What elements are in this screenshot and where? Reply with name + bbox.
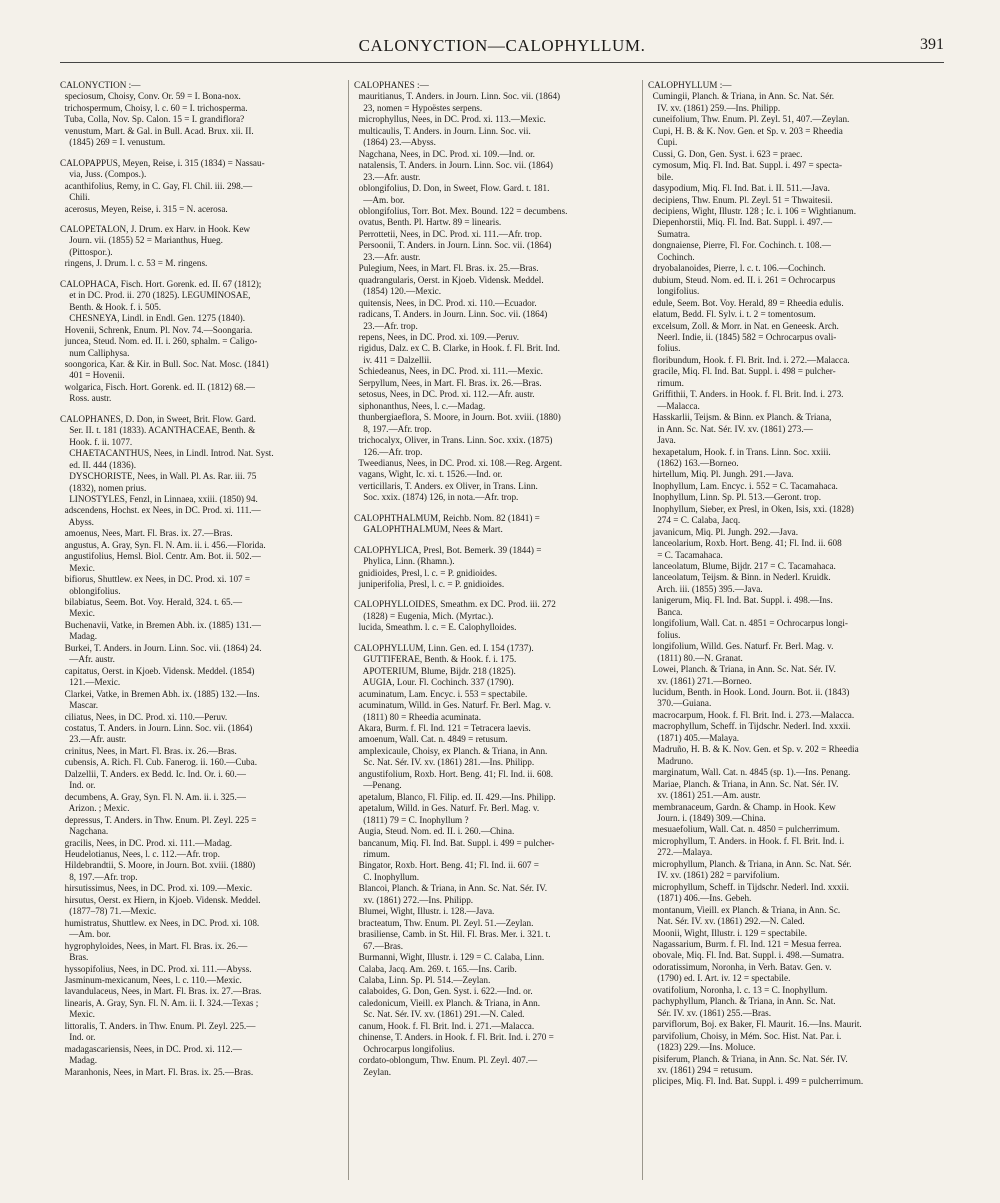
entry-line: Madruno. bbox=[648, 755, 694, 766]
entry-line: CALOPHACA, Fisch. Hort. Gorenk. ed. II. 67 (1812); bbox=[60, 278, 262, 289]
entry-line: Sc. Nat. Sér. IV. xv. (1861) 281.—Ins. Philipp. bbox=[354, 757, 535, 768]
entry-line: membranaceum, Gardn. & Champ. in Hook. Kew bbox=[648, 801, 836, 812]
entry-gap bbox=[354, 504, 642, 513]
entry-line: Augia, Steud. Nom. ed. II. i. 260.—China. bbox=[354, 826, 515, 837]
entry-line: Tuba, Colla, Nov. Sp. Calon. 15 = I. grandiflora? bbox=[60, 114, 245, 125]
entry-line: longifolius. bbox=[648, 286, 700, 297]
entry-line: (1871) 405.—Malaya. bbox=[648, 732, 740, 743]
entry-line: (1811) 80 = Rheedia acuminata. bbox=[354, 711, 482, 722]
entry-line: 272.—Malaya. bbox=[648, 847, 713, 858]
entry-line: lucida, Smeathm. l. c. = E. Calophylloides. bbox=[354, 622, 517, 633]
entry-line: Cussi, G. Don, Gen. Syst. i. 623 = praec. bbox=[648, 148, 803, 159]
entry-line: 23.—Afr. trop. bbox=[354, 320, 418, 331]
entry-line: gracile, Miq. Fl. Ind. Bat. Suppl. i. 498 = pulcher- bbox=[648, 366, 836, 377]
entry-line: macrocarpum, Hook. f. Fl. Brit. Ind. i. 273.—Malacca. bbox=[648, 709, 855, 720]
entry-line: hirsutus, Oerst. ex Hiern, in Kjoeb. Vidensk. Meddel. bbox=[60, 894, 261, 905]
entry-line: via, Juss. (Compos.). bbox=[60, 169, 147, 180]
entry-line: Hovenii, Schrenk, Enum. Pl. Nov. 74.—Soongaria. bbox=[60, 324, 253, 335]
entry-line: Madag. bbox=[60, 631, 97, 642]
entry-line: decumbens, A. Gray, Syn. Fl. N. Am. ii. i. 325.— bbox=[60, 791, 246, 802]
entry-line: odoratissimum, Noronha, in Verh. Batav. Gen. v. bbox=[648, 961, 832, 972]
entry-line: IV. xv. (1861) 259.—Ins. Philipp. bbox=[648, 102, 781, 113]
entry-line: (1811) 80.—N. Granat. bbox=[648, 652, 743, 663]
entry-line: gracilis, Nees, in DC. Prod. xi. 111.—Madag. bbox=[60, 837, 233, 848]
entry-line: canum, Hook. f. Fl. Brit. Ind. i. 271.—Malacca. bbox=[354, 1020, 535, 1031]
entry-line: depressus, T. Anders. in Thw. Enum. Pl. Zeyl. 225 = bbox=[60, 814, 257, 825]
column-1 bbox=[60, 80, 348, 1185]
entry-line: —Penang. bbox=[354, 780, 402, 791]
entry-line: hirtellum, Miq. Pl. Jungh. 291.—Java. bbox=[648, 469, 794, 480]
entry-line: floribundum, Hook. f. Fl. Brit. Ind. i. 272.—Malacca. bbox=[648, 354, 850, 365]
entry-line: GALOPHTHALMUM, Nees & Mart. bbox=[354, 524, 503, 535]
entry-line: (1828) = Eugenia, Mich. (Myrtac.). bbox=[354, 610, 494, 621]
entry-line: xv. (1861) 271.—Borneo. bbox=[648, 675, 752, 686]
entry-line: marginatum, Wall. Cat. n. 4845 (sp. 1).—Ins. Penang. bbox=[648, 767, 851, 778]
entry-line: Journ. i. (1849) 309.—China. bbox=[648, 813, 766, 823]
entry-line: acuminatum, Lam. Encyc. i. 553 = spectabile. bbox=[354, 688, 528, 699]
entry-line: CHESNEYA, Lindl. in Endl. Gen. 1275 (1840). bbox=[60, 313, 246, 324]
entry-line: Jasminum-mexicanum, Nees, l. c. 110.—Mexic. bbox=[60, 974, 242, 985]
entry-line: CALOPHANES, D. Don, in Sweet, Brit. Flow. Gard. bbox=[60, 413, 256, 424]
entry-line: obovale, Miq. Fl. Ind. Bat. Suppl. i. 498.—Sumatra. bbox=[648, 950, 844, 961]
entry-line: ciliatus, Nees, in DC. Prod. xi. 110.—Peruv. bbox=[60, 711, 228, 722]
entry-line: 23, nomen = Hypoëstes serpens. bbox=[354, 102, 483, 113]
entry-line: lanceolatum, Teijsm. & Binn. in Nederl. Kruidk. bbox=[648, 572, 831, 583]
entry-line: rigidus, Dalz. ex C. B. Clarke, in Hook. f. Fl. Brit. Ind. bbox=[354, 343, 560, 354]
entry-line: capitatus, Oerst. in Kjoeb. Vidensk. Meddel. (1854) bbox=[60, 665, 255, 676]
entry-line: Hasskarlii, Teijsm. & Binn. ex Planch. & Triana, bbox=[648, 412, 832, 423]
entry-line: parviflorum, Boj. ex Baker, Fl. Maurit. 16.—Ins. Maurit. bbox=[648, 1019, 862, 1030]
entry-line: Cupi. bbox=[648, 137, 678, 148]
entry-line: cuneifolium, Thw. Enum. Pl. Zeyl. 51, 407.—Zeylan. bbox=[648, 114, 850, 125]
entry-line: lavandulaceus, Nees, in Mart. Fl. Bras. ix. 27.—Bras. bbox=[60, 986, 262, 997]
entry-line: xv. (1861) 272.—Ins. Philipp. bbox=[354, 894, 474, 905]
entry-line: bifiorus, Shuttlew. ex Nees, in DC. Prod. xi. 107 = bbox=[60, 574, 251, 585]
entry-line: Arizon. ; Mexic. bbox=[60, 803, 130, 814]
entry-line: 8, 197.—Afr. trop. bbox=[60, 871, 138, 882]
entry-line: bile. bbox=[648, 171, 674, 182]
entry-line: dasypodium, Miq. Fl. Ind. Bat. i. II. 511.—Java. bbox=[648, 183, 830, 194]
entry-line: CALOPHTHALMUM, Reichb. Nom. 82 (1841) = bbox=[354, 512, 540, 523]
entry-line: microphyllus, Nees, in DC. Prod. xi. 113.—Mexic. bbox=[354, 114, 546, 125]
entry-line: mesuaefolium, Wall. Cat. n. 4850 = pulcherrimum. bbox=[648, 824, 840, 835]
entry-line: lucidum, Benth. in Hook. Lond. Journ. Bot. ii. (1843) bbox=[648, 687, 850, 698]
entry-line: quadrangularis, Oerst. in Kjoeb. Vidensk. Meddel. bbox=[354, 274, 544, 285]
entry-line: Cupi, H. B. & K. Nov. Gen. et Sp. v. 203 = Rheedia bbox=[648, 125, 843, 136]
entry-line: Banca. bbox=[648, 606, 683, 617]
entry-line: Phylica, Linn. (Rhamn.). bbox=[354, 556, 455, 567]
entry-line: Ind. or. bbox=[60, 780, 96, 791]
entry-line: CALOPHYLLOIDES, Smeathm. ex DC. Prod. iii. 272 bbox=[354, 599, 556, 610]
entry-line: DYSCHORISTE, Nees, in Wall. Pl. As. Rar. iii. 75 bbox=[60, 471, 257, 482]
entry-line: Dalzellii, T. Anders. ex Bedd. Ic. Ind. Or. i. 60.— bbox=[60, 768, 246, 779]
entry-line: acanthifolius, Remy, in C. Gay, Fl. Chil. iii. 298.— bbox=[60, 180, 253, 191]
entry-line: Lowei, Planch. & Triana, in Ann. Sc. Nat. Sér. IV. bbox=[648, 664, 836, 675]
entry-line: radicans, T. Anders. in Journ. Linn. Soc. vii. (1864) bbox=[354, 309, 548, 320]
entry-line: 23.—Afr. austr. bbox=[60, 734, 127, 745]
entry-line: ovatus, Benth. Pl. Hartw. 89 = linearis. bbox=[354, 217, 502, 228]
entry-line: Hook. f. ii. 1077. bbox=[60, 436, 133, 447]
entry-line: trichospermum, Choisy, l. c. 60 = I. trichosperma. bbox=[60, 102, 248, 113]
entry-line: dryobalanoides, Pierre, l. c. t. 106.—Cochinch. bbox=[648, 263, 826, 274]
entry-line: bracteatum, Thw. Enum. Pl. Zeyl. 51.—Zeylan. bbox=[354, 917, 534, 928]
entry-line: hexapetalum, Hook. f. in Trans. Linn. Soc. xxiii. bbox=[648, 446, 831, 457]
entry-line: madagascariensis, Nees, in DC. Prod. xi. 112.— bbox=[60, 1043, 242, 1054]
entry-line: 370.—Guiana. bbox=[648, 698, 712, 709]
entry-line: num Calliphysa. bbox=[60, 347, 130, 358]
entry-line: crinitus, Nees, in Mart. Fl. Bras. ix. 26.—Bras. bbox=[60, 745, 237, 756]
entry-line: Perrottetii, Nees, in DC. Prod. xi. 111.—Afr. trop. bbox=[354, 228, 542, 239]
entry-line: gnidioides, Presl, l. c. = P. gnidioides. bbox=[354, 567, 497, 578]
entry-line: Ochrocarpus longifolius. bbox=[354, 1043, 455, 1054]
entry-line: in Ann. Sc. Nat. Sér. IV. xv. (1861) 273.— bbox=[648, 423, 813, 434]
entry-line: (1823) 229.—Ins. Moluce. bbox=[648, 1042, 756, 1053]
entry-line: (1845) 269 = I. venustum. bbox=[60, 137, 166, 148]
entry-line: Mascar. bbox=[60, 700, 99, 711]
entry-line: folius. bbox=[648, 629, 681, 640]
entry-line: Buchenavii, Vatke, in Bremen Abh. ix. (1885) 131.— bbox=[60, 619, 261, 630]
entry-line: (1811) 79 = C. Inophyllum ? bbox=[354, 814, 469, 825]
entry-gap bbox=[60, 405, 348, 414]
page-title: CALONYCTION—CALOPHYLLUM. bbox=[358, 36, 646, 55]
entry-line: 401 = Hovenii. bbox=[60, 370, 125, 381]
entry-line: (1864) 23.—Abyss. bbox=[354, 137, 436, 148]
entry-line: rimum. bbox=[648, 377, 684, 388]
entry-line: C. Inophyllum. bbox=[354, 871, 420, 882]
entry-line: GUTTIFERAE, Benth. & Hook. f. i. 175. bbox=[354, 654, 517, 665]
entry-line: microphyllum, Scheff. in Tijdschr. Nederl. Ind. xxxii. bbox=[648, 881, 849, 892]
entry-line: littoralis, T. Anders. in Thw. Enum. Pl. Zeyl. 225.— bbox=[60, 1020, 256, 1031]
entry-line: bilabiatus, Seem. Bot. Voy. Herald, 324. t. 65.— bbox=[60, 597, 243, 608]
entry-line: elatum, Bedd. Fl. Sylv. i. t. 2 = tomentosum. bbox=[648, 309, 816, 320]
page-header bbox=[60, 36, 944, 63]
entry-line: brasiliense, Camb. in St. Hil. Fl. Bras. Mer. i. 321. t. bbox=[354, 929, 551, 940]
entry-line: longifolium, Wall. Cat. n. 4851 = Ochrocarpus longi- bbox=[648, 618, 848, 629]
entry-line: Nagassarium, Burm. f. Fl. Ind. 121 = Mesua ferrea. bbox=[648, 938, 842, 949]
entry-line: xv. (1861) 294 = retusum. bbox=[648, 1064, 753, 1075]
entry-line: CALOPAPPUS, Meyen, Reise, i. 315 (1834) = Nassau- bbox=[60, 157, 265, 168]
entry-line: Mexic. bbox=[60, 562, 95, 573]
entry-line: amoenus, Nees, Mart. Fl. Bras. ix. 27.—Bras. bbox=[60, 528, 233, 539]
entry-line: amoenum, Wall. Cat. n. 4849 = retusum. bbox=[354, 734, 508, 745]
entry-line: apetalum, Willd. in Ges. Naturf. Fr. Berl. Mag. v. bbox=[354, 803, 540, 814]
entry-line: 121.—Mexic. bbox=[60, 677, 121, 688]
entry-line: oblongifolius. bbox=[60, 585, 121, 596]
entry-line: Serpyllum, Nees, in Mart. Fl. Bras. ix. 26.—Bras. bbox=[354, 377, 542, 388]
entry-line: 67.—Bras. bbox=[354, 940, 403, 951]
entry-line: 23.—Afr. austr. bbox=[354, 251, 421, 262]
entry-line: speciosum, Choisy, Conv. Or. 59 = I. Bona-nox. bbox=[60, 91, 241, 102]
entry-line: Schiedeanus, Nees, in DC. Prod. xi. 111.—Mexic. bbox=[354, 366, 543, 377]
entry-line: Ross. austr. bbox=[60, 393, 112, 404]
entry-line: lanceolarium, Roxb. Hort. Beng. 41; Fl. Ind. ii. 608 bbox=[648, 538, 842, 549]
entry-line: angustifolium, Roxb. Hort. Beng. 41; Fl. Ind. ii. 608. bbox=[354, 768, 554, 779]
entry-line: Nat. Sér. IV. xv. (1861) 292.—N. Caled. bbox=[648, 916, 805, 927]
entry-line: juniperifolia, Presl, l. c. = P. gnidioides. bbox=[354, 579, 505, 590]
entry-line: 8, 197.—Afr. trop. bbox=[354, 423, 432, 434]
column-3 bbox=[648, 80, 936, 1185]
entry-line: Zeylan. bbox=[354, 1066, 391, 1077]
entry-line: Heudelotianus, Nees, l. c. 112.—Afr. trop. bbox=[60, 849, 220, 859]
entry-line: Inophyllum, Sieber, ex Presl, in Oken, Isis, xxi. (1828) bbox=[648, 503, 854, 514]
entry-line: Ser. II. t. 181 (1833). ACANTHACEAE, Benth. & bbox=[60, 425, 256, 436]
entry-line: Burmanni, Wight, Illustr. i. 129 = C. Calaba, Linn. bbox=[354, 952, 545, 963]
entry-line: CALONYCTION :— bbox=[60, 80, 141, 90]
entry-line: oblongifolius, D. Don, in Sweet, Flow. Gard. t. 181. bbox=[354, 183, 550, 194]
entry-line: pachyphyllum, Planch. & Triana, in Ann. Sc. Nat. bbox=[648, 996, 836, 1007]
entry-line: setosus, Nees, in DC. Prod. xi. 112.—Afr. austr. bbox=[354, 389, 535, 400]
entry-line: repens, Nees, in DC. Prod. xi. 109.—Peruv. bbox=[354, 331, 520, 342]
entry-line: hygrophyloides, Nees, in Mart. Fl. Bras. ix. 26.— bbox=[60, 940, 248, 951]
entry-line: microphyllum, Planch. & Triana, in Ann. Sc. Nat. Sér. bbox=[648, 858, 852, 869]
entry-line: AUGIA, Lour. Fl. Cochinch. 337 (1790). bbox=[354, 677, 514, 688]
entry-line: Clarkei, Vatke, in Bremen Abh. ix. (1885) 132.—Ins. bbox=[60, 688, 260, 699]
entry-line: oblongifolius, Torr. Bot. Mex. Bound. 122 = decumbens. bbox=[354, 205, 568, 216]
entry-gap bbox=[354, 536, 642, 545]
entry-line: Chili. bbox=[60, 192, 90, 203]
entry-line: edule, Seem. Bot. Voy. Herald, 89 = Rheedia edulis. bbox=[648, 297, 844, 308]
entry-line: Bingator, Roxb. Hort. Beng. 41; Fl. Ind. ii. 607 = bbox=[354, 860, 539, 871]
entry-line: soongorica, Kar. & Kir. in Bull. Soc. Nat. Mosc. (1841) bbox=[60, 358, 269, 369]
entry-line: javanicum, Miq. Pl. Jungh. 292.—Java. bbox=[648, 526, 799, 537]
entry-line: Blumei, Wight, Illustr. i. 128.—Java. bbox=[354, 906, 495, 917]
entry-line: verticillaris, T. Anders. ex Oliver, in Trans. Linn. bbox=[354, 480, 538, 491]
entry-line: excelsum, Zoll. & Morr. in Nat. en Geneesk. Arch. bbox=[648, 320, 839, 331]
entry-line: (1854) 120.—Mexic. bbox=[354, 286, 442, 297]
entry-gap bbox=[60, 270, 348, 279]
entry-line: CALOPHANES :— bbox=[354, 80, 429, 90]
entry-line: Akara, Burm. f. Fl. Ind. 121 = Tetracera laevis. bbox=[354, 723, 531, 734]
entry-line: Neerl. Indie, ii. (1845) 582 = Ochrocarpus ovali- bbox=[648, 331, 837, 342]
entry-line: wolgarica, Fisch. Hort. Gorenk. ed. II. (1812) 68.— bbox=[60, 381, 255, 392]
entry-line: vagans, Wight, Ic. xi. t. 1526.—Ind. or. bbox=[354, 469, 503, 480]
entry-gap bbox=[60, 215, 348, 224]
entry-line: Hildebrandtii, S. Moore, in Journ. Bot. xviii. (1880) bbox=[60, 860, 256, 871]
entry-line: chinense, T. Anders. in Hook. f. Fl. Brit. Ind. i. 270 = bbox=[354, 1032, 554, 1043]
entry-line: CALOPHYLICA, Presl, Bot. Bemerk. 39 (1844) = bbox=[354, 544, 542, 555]
entry-line: Cochinch. bbox=[648, 251, 695, 262]
entry-line: Calaba, Linn. Sp. Pl. 514.—Zeylan. bbox=[354, 974, 491, 985]
entry-line: xv. (1861) 251.—Am. austr. bbox=[648, 790, 761, 801]
entry-line: lanigerum, Miq. Fl. Ind. Bat. Suppl. i. 498.—Ins. bbox=[648, 595, 833, 606]
entry-line: (1832), nomen prius. bbox=[60, 482, 147, 493]
entry-line: caledonicum, Vieill. ex Planch. & Triana, in Ann. bbox=[354, 997, 541, 1008]
entry-line: plicipes, Miq. Fl. Ind. Bat. Suppl. i. 499 = pulcherrimum. bbox=[648, 1076, 864, 1087]
entry-line: Java. bbox=[648, 435, 676, 446]
entry-line: Diepenhorstii, Miq. Fl. Ind. Bat. Suppl. i. 497.— bbox=[648, 217, 833, 228]
entry-line: parvifolium, Choisy, in Mém. Soc. Hist. Nat. Par. i. bbox=[648, 1030, 842, 1041]
entry-line: CALOPETALON, J. Drum. ex Harv. in Hook. Kew bbox=[60, 223, 251, 234]
entry-line: (1871) 406.—Ins. Gebeh. bbox=[648, 893, 752, 904]
entry-line: multicaulis, T. Anders. in Journ. Linn. Soc. vii. bbox=[354, 125, 531, 136]
entry-line: angustifolius, Hemsl. Biol. Centr. Am. Bot. ii. 502.— bbox=[60, 551, 261, 562]
entry-line: 126.—Afr. trop. bbox=[354, 446, 423, 457]
entry-line: ringens, J. Drum. l. c. 53 = M. ringens. bbox=[60, 258, 208, 269]
entry-line: Nagchana. bbox=[60, 826, 109, 837]
entry-line: —Am. bor. bbox=[60, 929, 111, 940]
entry-line: decipiens, Wight, Illustr. 128 ; Ic. i. 106 = Wightianum. bbox=[648, 205, 856, 216]
entry-line: (1790) ed. I. Art. iv. 12 = spectabile. bbox=[648, 973, 791, 984]
entry-line: acerosus, Meyen, Reise, i. 315 = N. acerosa. bbox=[60, 203, 228, 214]
entry-line: (1877–78) 71.—Mexic. bbox=[60, 906, 157, 917]
entry-line: mauritianus, T. Anders. in Journ. Linn. Soc. vii. (1864) bbox=[354, 91, 561, 102]
entry-line: Nagchana, Nees, in DC. Prod. xi. 109.—Ind. or. bbox=[354, 148, 535, 159]
entry-line: CALOPHYLLUM, Linn. Gen. ed. I. 154 (1737). bbox=[354, 642, 534, 653]
column-divider-2 bbox=[642, 80, 643, 1180]
entry-line: venustum, Mart. & Gal. in Bull. Acad. Brux. xii. II. bbox=[60, 125, 254, 136]
entry-line: amplexicaule, Choisy, ex Planch. & Triana, in Ann. bbox=[354, 745, 548, 756]
entry-line: folius. bbox=[648, 343, 681, 354]
entry-line: ed. II. 444 (1836). bbox=[60, 459, 137, 470]
entry-line: pisiferum, Planch. & Triana, in Ann. Sc. Nat. Sér. IV. bbox=[648, 1053, 848, 1064]
entry-line: CALOPHYLLUM :— bbox=[648, 80, 732, 90]
entry-line: Madag. bbox=[60, 1055, 97, 1066]
entry-line: Journ. vii. (1855) 52 = Marianthus, Hueg. bbox=[60, 235, 223, 246]
entry-line: cordato-oblongum, Thw. Enum. Pl. Zeyl. 407.— bbox=[354, 1055, 538, 1066]
entry-line: LINOSTYLES, Fenzl, in Linnaea, xxiii. (1850) 94. bbox=[60, 493, 258, 504]
entry-line: Madruño, H. B. & K. Nov. Gen. et Sp. v. 202 = Rheedia bbox=[648, 744, 859, 755]
entry-line: angustus, A. Gray, Syn. Fl. N. Am. ii. i. 456.—Florida. bbox=[60, 539, 266, 550]
entry-line: Calaba, Jacq. Am. 269. t. 165.—Ins. Carib. bbox=[354, 963, 517, 974]
entry-line: Sc. Nat. Sér. IV. xv. (1861) 291.—N. Caled. bbox=[354, 1009, 525, 1020]
entry-line: cubensis, A. Rich. Fl. Cub. Fanerog. ii. 160.—Cuba. bbox=[60, 757, 258, 768]
entry-line: humistratus, Shuttlew. ex Nees, in DC. Prod. xi. 108. bbox=[60, 917, 260, 928]
entry-line: Bras. bbox=[60, 952, 89, 963]
entry-line: apetalum, Blanco, Fl. Filip. ed. II. 429.—Ins. Philipp. bbox=[354, 791, 556, 802]
entry-line: juncea, Steud. Nom. ed. II. i. 260, sphalm. = Caligo- bbox=[60, 336, 258, 347]
entry-line: IV. xv. (1861) 282 = parvifolium. bbox=[648, 870, 780, 881]
entry-line: APOTERIUM, Blume, Bijdr. 218 (1825). bbox=[354, 665, 516, 676]
entry-gap bbox=[60, 149, 348, 158]
page-number: 391 bbox=[920, 36, 944, 53]
entry-line: microphyllum, T. Anders. in Hook. f. Fl. Brit. Ind. i. bbox=[648, 835, 845, 846]
entry-line: Sér. IV. xv. (1861) 255.—Bras. bbox=[648, 1007, 772, 1018]
entry-line: 23.—Afr. austr. bbox=[354, 171, 421, 182]
entry-line: cymosum, Miq. Fl. Ind. Bat. Suppl. i. 497 = specta- bbox=[648, 160, 843, 171]
entry-line: 274 = C. Calaba, Jacq. bbox=[648, 515, 741, 526]
entry-line: trichocalyx, Oliver, in Trans. Linn. Soc. xxix. (1875) bbox=[354, 435, 553, 446]
entry-line: Inophyllum, Linn. Sp. Pl. 513.—Geront. trop. bbox=[648, 492, 822, 503]
entry-line: decipiens, Thw. Enum. Pl. Zeyl. 51 = Thwaitesii. bbox=[648, 194, 833, 205]
entry-line: linearis, A. Gray, Syn. Fl. N. Am. ii. I. 324.—Texas ; bbox=[60, 997, 259, 1008]
entry-line: bancanum, Miq. Fl. Ind. Bat. Suppl. i. 499 = pulcher- bbox=[354, 837, 555, 848]
entry-line: —Am. bor. bbox=[354, 194, 405, 205]
entry-line: —Afr. austr. bbox=[60, 654, 115, 665]
entry-line: (Pittospor.). bbox=[60, 246, 113, 257]
entry-line: Tweedianus, Nees, in DC. Prod. xi. 108.—Reg. Argent. bbox=[354, 457, 563, 468]
entry-line: Persoonii, T. Anders. in Journ. Linn. Soc. vii. (1864) bbox=[354, 240, 552, 251]
column-divider-1 bbox=[348, 80, 349, 1180]
entry-line: Inophyllum, Lam. Encyc. i. 552 = C. Tacamahaca. bbox=[648, 480, 838, 491]
entry-line: Cumingii, Planch. & Triana, in Ann. Sc. Nat. Sér. bbox=[648, 91, 835, 102]
entry-line: calaboides, G. Don, Gen. Syst. i. 622.—Ind. or. bbox=[354, 986, 533, 997]
entry-gap bbox=[354, 634, 642, 643]
entry-line: Blancoi, Planch. & Triana, in Ann. Sc. Nat. Sér. IV. bbox=[354, 883, 548, 894]
entry-line: Sumatra. bbox=[648, 228, 691, 239]
entry-line: lanceolatum, Blume, Bijdr. 217 = C. Tacamahaca. bbox=[648, 561, 836, 572]
entry-line: montanum, Vieill. ex Planch. & Triana, in Ann. Sc. bbox=[648, 904, 841, 915]
entry-line: (1862) 163.—Borneo. bbox=[648, 457, 739, 468]
entry-line: iv. 411 = Dalzellii. bbox=[354, 354, 432, 365]
entry-line: Moonii, Wight, Illustr. i. 129 = spectabile. bbox=[648, 927, 808, 938]
entry-line: adscendens, Hochst. ex Nees, in DC. Prod. xi. 111.— bbox=[60, 505, 261, 516]
entry-line: et in DC. Prod. ii. 270 (1825). LEGUMINOSAE, bbox=[60, 290, 251, 301]
column-2 bbox=[354, 80, 642, 1185]
entry-line: Pulegium, Nees, in Mart. Fl. Bras. ix. 25.—Bras. bbox=[354, 263, 539, 274]
entry-line: Abyss. bbox=[60, 516, 94, 527]
entry-line: costatus, T. Anders. in Journ. Linn. Soc. vii. (1864) bbox=[60, 723, 253, 734]
entry-line: Soc. xxix. (1874) 126, in nota.—Afr. trop. bbox=[354, 492, 519, 503]
entry-line: thunbergiaeflora, S. Moore, in Journ. Bot. xviii. (1880) bbox=[354, 412, 561, 423]
entry-line: Mexic. bbox=[60, 1009, 95, 1020]
entry-line: Griffithii, T. Anders. in Hook. f. Fl. Brit. Ind. i. 273. bbox=[648, 389, 844, 400]
entry-line: Mariae, Planch. & Triana, in Ann. Sc. Nat. Sér. IV. bbox=[648, 778, 839, 789]
entry-line: ovatifolium, Noronha, l. c. 13 = C. Inophyllum. bbox=[648, 984, 828, 995]
entry-line: hyssopifolius, Nees, in DC. Prod. xi. 111.—Abyss. bbox=[60, 963, 252, 974]
entry-line: Burkei, T. Anders. in Journ. Linn. Soc. vii. (1864) 24. bbox=[60, 642, 262, 653]
entry-line: macrophyllum, Scheff. in Tijdschr. Nederl. Ind. xxxii. bbox=[648, 721, 851, 732]
entry-line: Benth. & Hook. f. i. 505. bbox=[60, 301, 162, 312]
entry-line: Arch. iii. (1855) 395.—Java. bbox=[648, 583, 763, 594]
entry-line: CHAETACANTHUS, Nees, in Lindl. Introd. Nat. Syst. bbox=[60, 448, 274, 459]
entry-line: dubium, Steud. Nom. ed. II. i. 261 = Ochrocarpus bbox=[648, 274, 836, 285]
entry-line: longifolium, Willd. Ges. Naturf. Fr. Berl. Mag. v. bbox=[648, 641, 834, 652]
entry-line: quitensis, Nees, in DC. Prod. xi. 110.—Ecuador. bbox=[354, 297, 537, 308]
entry-line: Ind. or. bbox=[60, 1032, 96, 1043]
entry-line: acuminatum, Willd. in Ges. Naturf. Fr. Berl. Mag. v. bbox=[354, 700, 551, 711]
entry-line: natalensis, T. Anders. in Journ. Linn. Soc. vii. (1864) bbox=[354, 160, 553, 171]
entry-line: Mexic. bbox=[60, 608, 95, 619]
entry-line: hirsutissimus, Nees, in DC. Prod. xi. 109.—Mexic. bbox=[60, 883, 253, 894]
entry-line: Maranhonis, Nees, in Mart. Fl. Bras. ix. 25.—Bras. bbox=[60, 1066, 254, 1077]
entry-line: dongnaiense, Pierre, Fl. For. Cochinch. t. 108.— bbox=[648, 240, 831, 251]
entry-gap bbox=[354, 590, 642, 599]
entry-line: rimum. bbox=[354, 849, 390, 859]
entry-line: —Malacca. bbox=[648, 400, 700, 411]
entry-line: siphonanthus, Nees, l. c.—Madag. bbox=[354, 400, 486, 411]
entry-line: = C. Tacamahaca. bbox=[648, 549, 723, 560]
